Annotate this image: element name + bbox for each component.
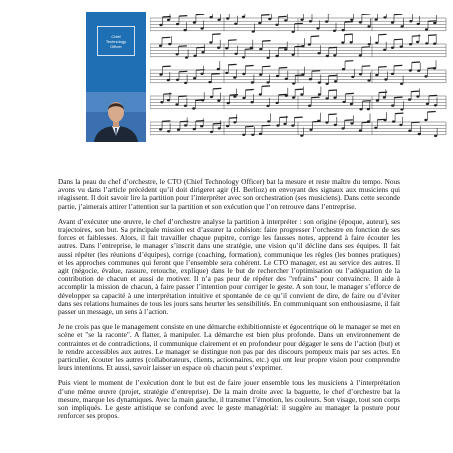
note-head [309, 20, 312, 22]
note-head [391, 104, 394, 106]
note-head [359, 73, 362, 75]
note-head [408, 98, 411, 100]
note-beam [245, 126, 253, 127]
note-head [208, 81, 211, 83]
note-head [184, 82, 187, 84]
note-beam [345, 61, 353, 62]
note-head [167, 79, 170, 81]
note-beam [394, 97, 402, 98]
note-head [326, 97, 329, 99]
note-beam [262, 41, 270, 42]
note-head [185, 56, 188, 58]
note-head [301, 45, 304, 47]
note-head [276, 124, 279, 126]
note-head [267, 120, 270, 122]
note-beam [162, 37, 170, 38]
note-head [218, 19, 221, 21]
note-beam [179, 16, 187, 17]
note-beam [295, 89, 303, 90]
note-head [359, 54, 362, 56]
note-head [341, 41, 344, 43]
article-paragraph-3: Je ne crois pas que le management consiste en une démarche exhibitionniste et égocentrique où le manager se met en scène et "se la raconte". A flatter, à manipuler. La démarche est bien plus profonde. Dans un environnement de contraintes et de contradictions, il communique clairement et en profondeur pour dégager le sens de l’action (but) et le rendre accessibles aux autres. Le manager se distingue non pas par des discours pompeux mais par ses actes. En particulier, écouter les autres (collaborateurs, clients, actionnaires, etc.) qui ont leur propre vision pour comprendre leurs intentions. Et aussi, savoir laisser un espace où chacun peut s’exprimer. [58, 322, 400, 373]
note-beam [262, 125, 270, 126]
note-head [334, 124, 337, 126]
note-beam [246, 90, 254, 91]
note-head [259, 48, 262, 50]
note-head [168, 43, 171, 45]
note-head [316, 27, 319, 29]
note-head [226, 125, 229, 127]
note-head [325, 20, 328, 22]
note-head [184, 29, 187, 31]
note-head [159, 73, 162, 75]
note-head [267, 57, 270, 59]
note-head [242, 97, 245, 99]
article-paragraph-1: Dans la peau du chef d’orchestre, le CTO (Chief Technology Officer) bat la mesure et reste maître du tempo. Nous avons vu dans l’article précédent qu’il doit dirigeret agir (H. Berlioz) en envoyant des signaux aux musiciens qui réagissent. Il doit savoir lire la partition pour l’interpréter avec son orchestration (ses musiciens). Dans cette seconde partie, j’aimerais attirer l’attention sur la partition et son exécution que l’on retrouve dans l’entreprise. [58, 177, 400, 211]
note-head [267, 81, 270, 83]
note-head [342, 29, 345, 31]
note-head [210, 131, 213, 133]
note-beam [427, 112, 435, 113]
header-illustrations [0, 0, 453, 175]
note-head [176, 53, 179, 55]
note-head [193, 128, 196, 130]
note-head [259, 74, 262, 76]
note-head [333, 97, 336, 99]
cover-title-line-3: Officer [110, 43, 122, 49]
note-head [184, 105, 187, 107]
note-head [383, 96, 386, 98]
note-head [425, 42, 428, 44]
note-beam [328, 114, 336, 115]
note-head [259, 133, 262, 135]
book-cover [86, 12, 146, 92]
note-head [309, 129, 312, 131]
note-head [210, 16, 213, 18]
note-head [284, 19, 287, 21]
note-head [409, 20, 412, 22]
note-head [367, 79, 370, 81]
note-beam [228, 64, 236, 65]
note-head [218, 127, 221, 129]
note-beam [179, 46, 187, 47]
note-head [159, 45, 162, 47]
article-paragraph-2: Avant d’exécuter une œuvre, le chef d’orchestre analyse la partition à interpréter : son origine (époque, auteur), ses trajectoires, son but. Sa principale mission est d’assurer la cohésion: faire progresser l’orchestre en fonction de ses forces et faiblesses. Alors, il fait travailler chaque pupitre, corrige les fausses notes, apprend à faire écouter les autres. Dans l’entreprise, le manager s’inscrit dans une stratégie, une vision qu’il décline dans ses équipes. Il fait aussi répéter (les réunions d’équipes), corrige (coaching, formation), communique les règles (les bonnes pratiques) et les approches communes qui feront que l’ensemble sera cohérent. Le CTO manager, est au service des autres. Il agit (négocie, évalue, rassure, retouche, explique) dans le but de rechercher l’optimisation ou l’adéquation de la contribution de chacun et aussi de motiver. Il n’a pas peur de répéter des "refrains" pour convaincre. Il aide à accomplir la mission de chacun, à faire passer l’intention pour corriger le geste. A son tour, le manager s’efforce de développer sa capacité à une interprétation intuitive et spontanée de ce qu’il convient de dire, de faire ou d’éviter dans ses relations humaines de tous les jours sans heurter les sensibilités. En communiquant son enthousiasme, il fait passer un message, un sens à l’action. [58, 216, 400, 317]
note-beam [344, 34, 352, 35]
note-head [217, 47, 220, 49]
note-beam [245, 66, 253, 67]
note-head [300, 19, 303, 21]
note-beam [179, 71, 187, 72]
note-head [258, 22, 261, 24]
note-head [359, 21, 362, 23]
note-head [426, 103, 429, 105]
note-head [375, 42, 378, 44]
article-body [58, 178, 400, 420]
note-head [176, 79, 179, 81]
note-head [325, 121, 328, 123]
note-head [201, 27, 204, 29]
note-head [326, 83, 329, 85]
note-beam [262, 66, 270, 67]
note-beam [329, 75, 337, 76]
note-head [209, 41, 212, 43]
note-head [399, 124, 402, 126]
note-beam [394, 14, 402, 15]
note-head [242, 134, 245, 136]
note-beam [378, 34, 386, 35]
note-beam [312, 71, 320, 72]
note-beam [378, 67, 386, 68]
note-head [266, 105, 269, 107]
note-head [318, 81, 321, 83]
note-head [159, 128, 162, 130]
note-head [300, 134, 303, 136]
note-head [409, 43, 412, 45]
note-head [308, 43, 311, 45]
note-head [242, 73, 245, 75]
note-beam [329, 47, 337, 48]
note-head [309, 78, 312, 80]
note-beam [212, 34, 220, 35]
note-beam [345, 120, 353, 121]
note-head [383, 49, 386, 51]
note-head [424, 119, 427, 121]
note-head [175, 103, 178, 105]
note-head [400, 108, 403, 110]
note-head [300, 93, 303, 95]
note-head [276, 55, 279, 57]
note-head [424, 75, 427, 77]
note-head [217, 68, 220, 70]
note-head [292, 82, 295, 84]
note-head [285, 78, 288, 80]
musical-score-image [150, 14, 450, 146]
note-head [401, 25, 404, 27]
note-head [318, 93, 321, 95]
note-head [333, 54, 336, 56]
note-head [375, 18, 378, 20]
note-head [367, 108, 370, 110]
note-head [192, 107, 195, 109]
note-head [292, 96, 295, 98]
note-head [201, 99, 204, 101]
note-head [308, 105, 311, 107]
note-head [391, 73, 394, 75]
note-beam [411, 91, 419, 92]
note-head [201, 51, 204, 53]
note-head [434, 104, 437, 106]
note-beam [196, 14, 204, 15]
note-head [301, 74, 304, 76]
note-beam [261, 15, 269, 16]
note-head [375, 74, 378, 76]
note-head [367, 120, 370, 122]
note-beam [196, 70, 204, 71]
note-beam [362, 47, 370, 48]
note-beam [394, 39, 402, 40]
note-head [250, 47, 253, 49]
note-head [350, 41, 353, 43]
note-head [333, 30, 336, 32]
note-head [251, 134, 254, 136]
note-beam [429, 95, 437, 96]
note-head [343, 101, 346, 103]
note-head [418, 133, 421, 135]
note-head [176, 23, 179, 25]
note-head [167, 99, 170, 101]
note-head [234, 23, 237, 25]
note-head [350, 19, 353, 21]
note-head [383, 119, 386, 121]
note-head [184, 124, 187, 126]
note-beam [163, 66, 171, 67]
note-head [334, 80, 337, 82]
note-head [167, 130, 170, 132]
note-head [374, 127, 377, 129]
note-beam [213, 123, 221, 124]
note-head [392, 120, 395, 122]
note-beam [213, 88, 221, 89]
note-head [350, 103, 353, 105]
note-head [160, 101, 163, 103]
note-beam [245, 49, 253, 50]
note-beam [279, 68, 287, 69]
note-head [417, 23, 420, 25]
note-head [200, 125, 203, 127]
note-head [416, 95, 419, 97]
note-beam [179, 96, 187, 97]
article-paragraph-4: Puis vient le moment de l’exécution dont le but est de faire jouer ensemble tous les musiciens à l’interprétation d’une même œuvre (projet, stratégie d’entreprise). De la main droite avec la baguette, le chef d’orchestre bat la mesure, marque les dynamiques. Avec la main gauche, il transmet l’émotion, les couleurs. Son visage, tout son corps son impliqués. Le geste artistique se confond avec le geste managérial: il suggère au manager la posture pour renforcer ses propos. [58, 378, 400, 421]
note-head [233, 76, 236, 78]
note-head [251, 81, 254, 83]
note-head [284, 48, 287, 50]
note-beam [412, 62, 420, 63]
note-head [326, 55, 329, 57]
note-head [292, 54, 295, 56]
note-beam [428, 35, 436, 36]
note-head [416, 41, 419, 43]
note-beam [346, 93, 354, 94]
note-head [259, 93, 262, 95]
note-head [283, 123, 286, 125]
note-head [317, 120, 320, 122]
note-head [159, 24, 162, 26]
note-head [391, 47, 394, 49]
note-beam [212, 74, 220, 75]
note-beam [162, 121, 170, 122]
note-head [193, 77, 196, 79]
note-head [433, 67, 436, 69]
note-head [285, 95, 288, 97]
note-beam [163, 17, 171, 18]
note-head [268, 18, 271, 20]
cover-title-box [97, 26, 135, 56]
note-head [193, 21, 196, 23]
note-head [242, 56, 245, 58]
note-beam [163, 94, 171, 95]
note-head [434, 135, 437, 137]
note-head [217, 100, 220, 102]
note-head [400, 46, 403, 48]
note-beam [311, 36, 319, 37]
cover-title-line-2: Technology [105, 38, 127, 44]
note-beam [197, 47, 205, 48]
note-head [351, 76, 354, 78]
note-beam [411, 122, 419, 123]
note-beam [311, 97, 319, 98]
note-beam [362, 66, 370, 67]
note-head [367, 25, 370, 27]
note-head [359, 108, 362, 110]
note-beam [230, 95, 238, 96]
note-head [318, 52, 321, 54]
note-head [291, 124, 294, 126]
note-beam [329, 90, 337, 91]
note-head [391, 21, 394, 23]
note-beam [279, 48, 287, 49]
note-beam [262, 86, 270, 87]
note-beam [228, 40, 236, 41]
note-head [409, 69, 412, 71]
note-beam [428, 21, 436, 22]
note-head [194, 55, 197, 57]
note-head [433, 43, 436, 45]
note-head [227, 102, 230, 104]
note-head [225, 72, 228, 74]
note-head [400, 83, 403, 85]
note-head [242, 16, 245, 18]
note-head [342, 127, 345, 129]
note-head [210, 96, 213, 98]
note-head [235, 53, 238, 55]
note-head [276, 75, 279, 77]
note-head [408, 130, 411, 132]
note-beam [345, 22, 353, 23]
note-head [368, 43, 371, 45]
note-beam [395, 113, 403, 114]
note-head [167, 19, 170, 21]
note-head [177, 129, 180, 131]
note-head [384, 78, 387, 80]
note-head [359, 129, 362, 131]
note-head [433, 22, 436, 24]
note-beam [294, 117, 302, 118]
note-head [252, 30, 255, 32]
note-beam [279, 16, 287, 17]
note-head [233, 121, 236, 123]
note-beam [196, 121, 204, 122]
note-head [275, 24, 278, 26]
note-head [225, 47, 228, 49]
note-head [425, 28, 428, 30]
note-beam [394, 65, 402, 66]
note-head [276, 102, 279, 104]
note-head [376, 99, 379, 101]
note-head [200, 73, 203, 75]
note-head [342, 68, 345, 70]
note-head [292, 31, 295, 33]
note-head [226, 17, 229, 19]
note-head [233, 95, 236, 97]
cover-title-line-1: Chief [111, 33, 121, 39]
note-head [417, 70, 420, 72]
note-head [383, 16, 386, 18]
man-portrait-photo [86, 92, 146, 142]
note-head [350, 122, 353, 124]
note-beam [295, 23, 303, 24]
note-head [251, 101, 254, 103]
